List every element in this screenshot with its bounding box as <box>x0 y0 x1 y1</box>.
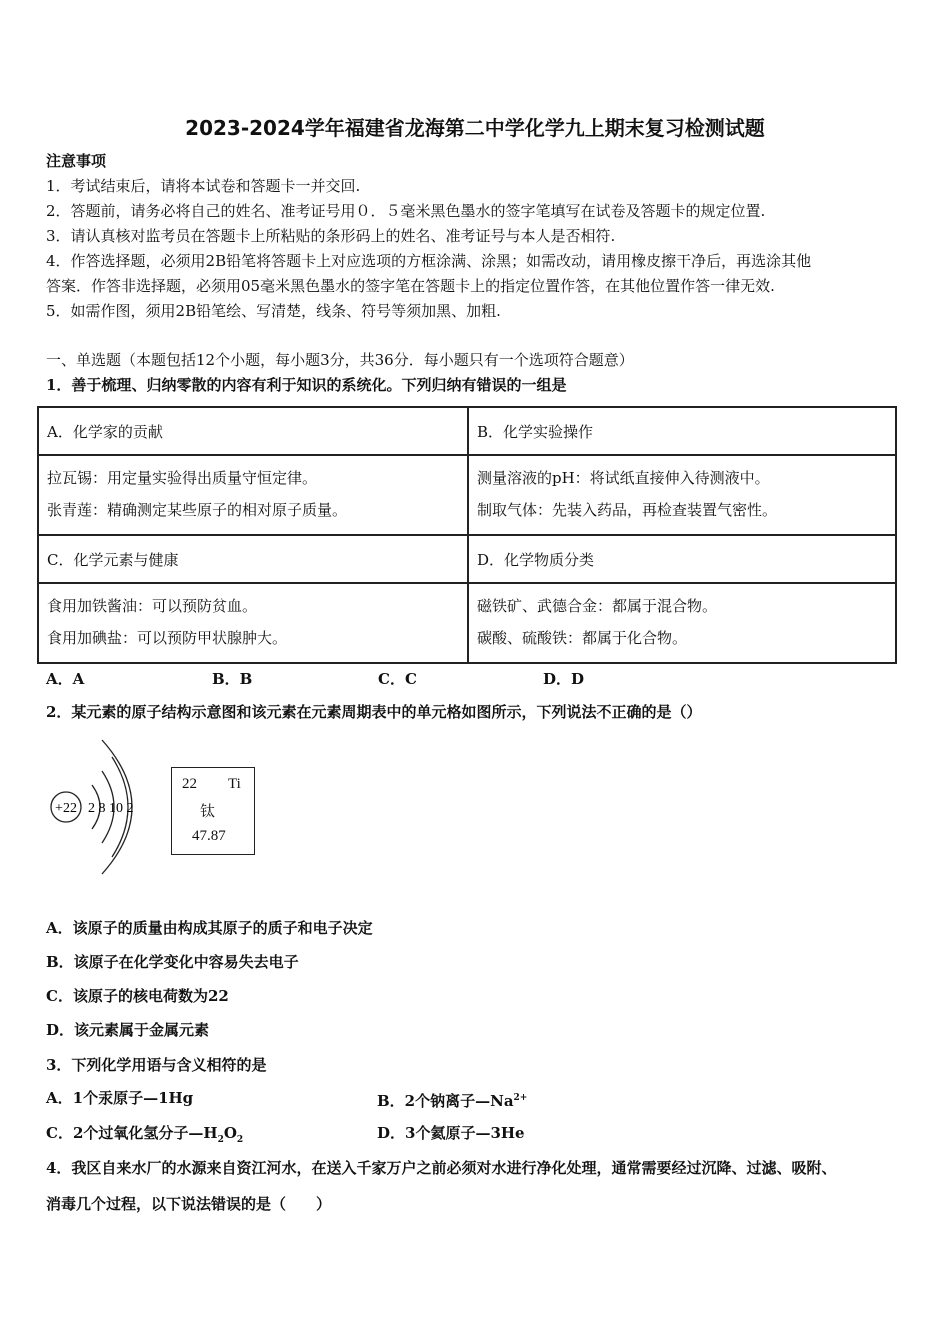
nucleus-charge: +22 <box>55 801 77 816</box>
cell-c-heading: C．化学元素与健康 <box>38 535 468 583</box>
q1-option-b: B．B <box>212 670 253 688</box>
cell-c-content <box>38 583 468 663</box>
q3-option-b <box>377 1088 527 1111</box>
q2-option-c: C．该原子的核电荷数为22 <box>46 987 229 1005</box>
question-2-stem: 2．某元素的原子结构示意图和该元素在元素周期表中的单元格如图所示，下列说法不正确的是（） <box>46 703 702 721</box>
element-name: 钛 <box>200 804 216 820</box>
table-line: 磁铁矿、武德合金：都属于混合物。 <box>477 597 718 615</box>
q2-option-b: B．该原子在化学变化中容易失去电子 <box>46 953 299 971</box>
notice-heading: 注意事项 <box>46 152 107 170</box>
q1-option-a: A．A <box>46 670 85 688</box>
atomic-mass: 47.87 <box>192 828 226 844</box>
cell-a-content <box>38 455 468 535</box>
notice-item: 5．如需作图，须用2B铅笔绘、写清楚，线条、符号等须加黑、加粗. <box>46 302 501 320</box>
subscript: 2 <box>217 1135 224 1145</box>
notice-item: 2．答题前，请务必将自己的姓名、准考证号用０．５毫米黑色墨水的签字笔填写在试卷及答题卡的规定位置. <box>46 202 766 220</box>
q2-option-d: D．该元素属于金属元素 <box>46 1021 210 1039</box>
cell-d-heading: D．化学物质分类 <box>468 535 896 583</box>
notice-item: 1．考试结束后，请将本试卷和答题卡一并交回. <box>46 177 361 195</box>
q3-option-c <box>46 1123 243 1150</box>
table-line: 测量溶液的pH：将试纸直接伸入待测液中。 <box>477 469 770 487</box>
question-3-stem: 3．下列化学用语与含义相符的是 <box>46 1056 267 1074</box>
notice-item: 3．请认真核对监考员在答题卡上所粘贴的条形码上的姓名、准考证号与本人是否相符. <box>46 227 616 245</box>
element-symbol: Ti <box>228 776 241 792</box>
table-line: 碳酸、硫酸铁：都属于化合物。 <box>477 629 688 647</box>
question-1-table <box>37 406 897 664</box>
section-heading: 一、单选题（本题包括12个小题，每小题3分，共36分．每小题只有一个选项符合题意） <box>46 351 634 369</box>
q2-option-a: A．该原子的质量由构成其原子的质子和电子决定 <box>46 919 373 937</box>
table-line: 制取气体：先装入药品，再检查装置气密性。 <box>477 501 778 519</box>
cell-b-content <box>468 455 896 535</box>
q1-option-d: D．D <box>543 670 585 688</box>
q1-option-c: C．C <box>378 670 417 688</box>
atom-structure-diagram <box>40 735 160 880</box>
table-line: 拉瓦锡：用定量实验得出质量守恒定律。 <box>47 469 318 487</box>
q3-option-d: D．3个氦原子—3He <box>377 1124 525 1142</box>
page-title: 2023-2024学年福建省龙海第二中学化学九上期末复习检测试题 <box>185 116 765 140</box>
cell-d-content <box>468 583 896 663</box>
question-4-stem-line1: 4．我区自来水厂的水源来自资江河水，在送入千家万户之前必须对水进行净化处理，通常需要经过沉降、过滤、吸附、 <box>46 1159 837 1177</box>
table-line: 食用加铁酱油：可以预防贫血。 <box>47 597 258 615</box>
q3-option-a: A．1个汞原子—1Hg <box>46 1089 194 1107</box>
notice-item: 4．作答选择题，必须用2B铅笔将答题卡上对应选项的方框涂满、涂黑；如需改动，请用橡皮擦干净后，再选涂其他 <box>46 252 812 270</box>
q3-option-c-text: C．2个过氧化氢分子—H <box>46 1124 218 1142</box>
question-4-stem-line2: 消毒几个过程，以下说法错误的是（ ） <box>46 1195 332 1213</box>
periodic-table-cell <box>171 767 255 855</box>
table-line: 张青莲：精确测定某些原子的相对原子质量。 <box>47 501 348 519</box>
charge-superscript: 2+ <box>513 1093 528 1103</box>
q3-option-b-text: B．2个钠离子—Na <box>377 1092 514 1110</box>
notice-item: 答案．作答非选择题，必须用05毫米黑色墨水的签字笔在答题卡上的指定位置作答，在其他位置作答一律无效. <box>46 277 775 295</box>
q3-option-c-mid: O <box>223 1124 237 1142</box>
subscript: 2 <box>236 1135 244 1145</box>
table-line: 食用加碘盐：可以预防甲状腺肿大。 <box>47 629 288 647</box>
question-1-stem: 1．善于梳理、归纳零散的内容有利于知识的系统化。下列归纳有错误的一组是 <box>46 376 567 394</box>
electron-counts: 2 8 10 2 <box>88 801 134 816</box>
cell-a-heading: A．化学家的贡献 <box>38 407 468 455</box>
cell-b-heading: B．化学实验操作 <box>468 407 896 455</box>
atomic-number: 22 <box>182 776 197 792</box>
